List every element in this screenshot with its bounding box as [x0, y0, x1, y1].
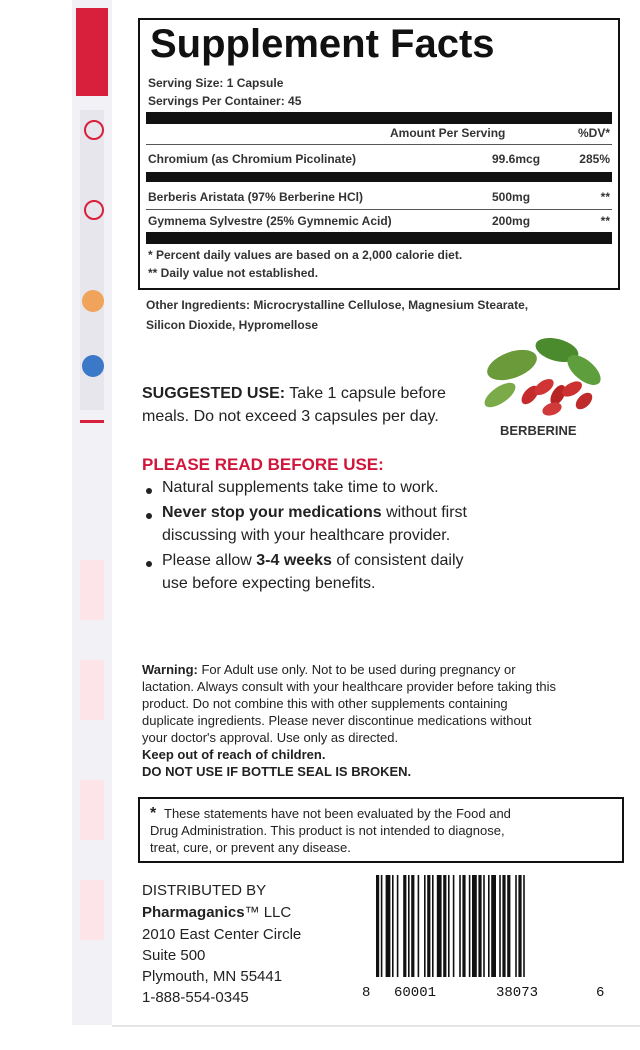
nutrient-name: Chromium (as Chromium Picolinate): [148, 152, 357, 166]
nutrient-amount: 200mg: [492, 214, 531, 228]
servings-per-container: Servings Per Container: 45: [148, 94, 302, 108]
nutrient-name: Berberis Aristata (97% Berberine HCl): [148, 190, 363, 204]
barcode-bar: [518, 875, 521, 979]
suggested-use-line1: Take 1 capsule before: [289, 385, 446, 402]
warning-line4: duplicate ingredients. Please never discontinue medications without: [142, 713, 532, 728]
barcode-bar: [403, 875, 406, 979]
footnote-not-established: ** Daily value not established.: [148, 266, 319, 280]
bullet-never-stop-rest: without first: [386, 504, 467, 521]
bullet-dot: [146, 513, 152, 519]
other-ingredients-line1: Other Ingredients: Microcrystalline Cellulose, Magnesium Stearate,: [146, 298, 529, 312]
barcode: [358, 875, 608, 1000]
side-red-banner: [76, 8, 108, 96]
barcode-bar: [437, 875, 442, 979]
supplement-facts-title: Supplement Facts: [150, 22, 495, 66]
distributed-by-label: DISTRIBUTED BY: [142, 882, 267, 899]
barcode-bars: [376, 875, 525, 987]
side-blue-circle: [82, 355, 104, 377]
address-line2: Suite 500: [142, 947, 206, 964]
barcode-group2: 38073: [496, 985, 539, 1000]
side-pink-block: [80, 660, 104, 720]
barcode-bar: [443, 875, 446, 979]
supplement-facts-panel: [138, 18, 620, 290]
barcode-bar: [459, 875, 461, 979]
header-daily-value: %DV*: [577, 126, 610, 140]
facts-divider: [146, 144, 612, 145]
facts-thick-bar: [146, 112, 612, 124]
warning-line3: product. Do not combine this with other supplements containing: [142, 696, 508, 711]
disclaimer-line1: These statements have not been evaluated by the Food and: [164, 806, 511, 821]
berberine-caption: BERBERINE: [500, 423, 577, 438]
footnote-daily-values: * Percent daily values are based on a 2,000 calorie diet.: [148, 248, 463, 262]
barcode-bar: [411, 875, 414, 979]
barcode-bar: [376, 875, 379, 987]
bullet-never-stop-line2: discussing with your healthcare provider.: [162, 527, 451, 544]
address-line1: 2010 East Center Circle: [142, 926, 302, 943]
barcode-bar: [491, 875, 496, 979]
company-name: Pharmaganics: [142, 904, 245, 921]
nutrient-amount: 500mg: [492, 190, 531, 204]
side-pink-block: [80, 880, 104, 940]
side-divider: [80, 420, 104, 423]
side-orange-circle: [82, 290, 104, 312]
suggested-use-line2: meals. Do not exceed 3 capsules per day.: [142, 408, 439, 425]
warning-label: Warning:: [142, 662, 198, 677]
header-amount-per-serving: Amount Per Serving: [390, 126, 506, 140]
barcode-bar: [472, 875, 477, 979]
barcode-bar: [408, 875, 410, 979]
fda-disclaimer-box: [138, 797, 624, 863]
warning-line5: your doctor's approval. Use only as directed.: [142, 730, 399, 745]
facts-thick-bar: [146, 232, 612, 244]
barcode-bar: [515, 875, 517, 979]
disclaimer-line3: treat, cure, or prevent any disease.: [150, 840, 351, 855]
address-city: Plymouth, MN 55441: [142, 968, 283, 985]
barcode-group1: 60001: [394, 985, 437, 1000]
facts-thick-bar: [146, 172, 612, 182]
facts-divider: [146, 209, 612, 210]
barcode-digit-right: 6: [596, 985, 605, 1000]
seal-warning: DO NOT USE IF BOTTLE SEAL IS BROKEN.: [142, 764, 412, 779]
disclaimer-line2: Drug Administration. This product is not intended to diagnose,: [150, 823, 505, 838]
phone-number: 1-888-554-0345: [142, 989, 249, 1006]
barcode-bar: [392, 875, 394, 979]
suggested-use-label: SUGGESTED USE:: [142, 385, 286, 402]
company-suffix: ™ LLC: [244, 904, 292, 921]
berberine-plant-image: [472, 325, 612, 420]
nutrient-dv: **: [600, 214, 610, 228]
barcode-bar: [424, 875, 426, 979]
serving-size: Serving Size: 1 Capsule: [148, 76, 284, 90]
barcode-bar: [469, 875, 471, 979]
barcode-bar: [397, 875, 399, 979]
barcode-bar: [386, 875, 391, 979]
bullet-allow-bold: 3-4 weeks: [256, 552, 332, 569]
barcode-bar: [478, 875, 481, 979]
side-pink-block: [80, 560, 104, 620]
other-ingredients-line2: Silicon Dioxide, Hypromellose: [146, 318, 319, 332]
nutrient-name: Gymnema Sylvestre (25% Gymnemic Acid): [148, 214, 392, 228]
side-circle-icon: [84, 120, 104, 140]
barcode-bar: [381, 875, 383, 987]
disclaimer-asterisk: *: [150, 805, 157, 822]
nutrient-dv: **: [600, 190, 610, 204]
nutrient-dv: 285%: [579, 152, 610, 166]
bullet-natural-supplements: Natural supplements take time to work.: [162, 479, 439, 496]
barcode-bar: [462, 875, 465, 979]
barcode-bar: [523, 875, 525, 987]
bullet-dot: [146, 488, 152, 494]
bullet-allow-pre: Please allow: [162, 552, 252, 569]
barcode-bar: [502, 875, 505, 979]
warning-line1: For Adult use only. Not to be used during pregnancy or: [201, 662, 516, 677]
barcode-bar: [427, 875, 430, 979]
side-pink-block: [80, 780, 104, 840]
bullet-dot: [146, 561, 152, 567]
warning-line2: lactation. Always consult with your healthcare provider before taking this: [142, 679, 557, 694]
keep-out-of-reach: Keep out of reach of children.: [142, 747, 326, 762]
barcode-bar: [488, 875, 490, 979]
please-read-heading: PLEASE READ BEFORE USE:: [142, 455, 384, 474]
bullet-never-stop-bold: Never stop your medications: [162, 504, 382, 521]
bullet-allow-post: of consistent daily: [336, 552, 464, 569]
barcode-bar: [432, 875, 434, 979]
barcode-bar: [499, 875, 501, 979]
bullet-allow-line2: use before expecting benefits.: [162, 575, 376, 592]
barcode-digit-left: 8: [362, 985, 371, 1000]
barcode-bar: [483, 875, 485, 979]
barcode-bar: [507, 875, 510, 979]
side-circle-icon: [84, 200, 104, 220]
barcode-bar: [448, 875, 450, 979]
barcode-bar: [453, 875, 455, 987]
barcode-bar: [418, 875, 420, 979]
nutrient-amount: 99.6mcg: [492, 152, 541, 166]
